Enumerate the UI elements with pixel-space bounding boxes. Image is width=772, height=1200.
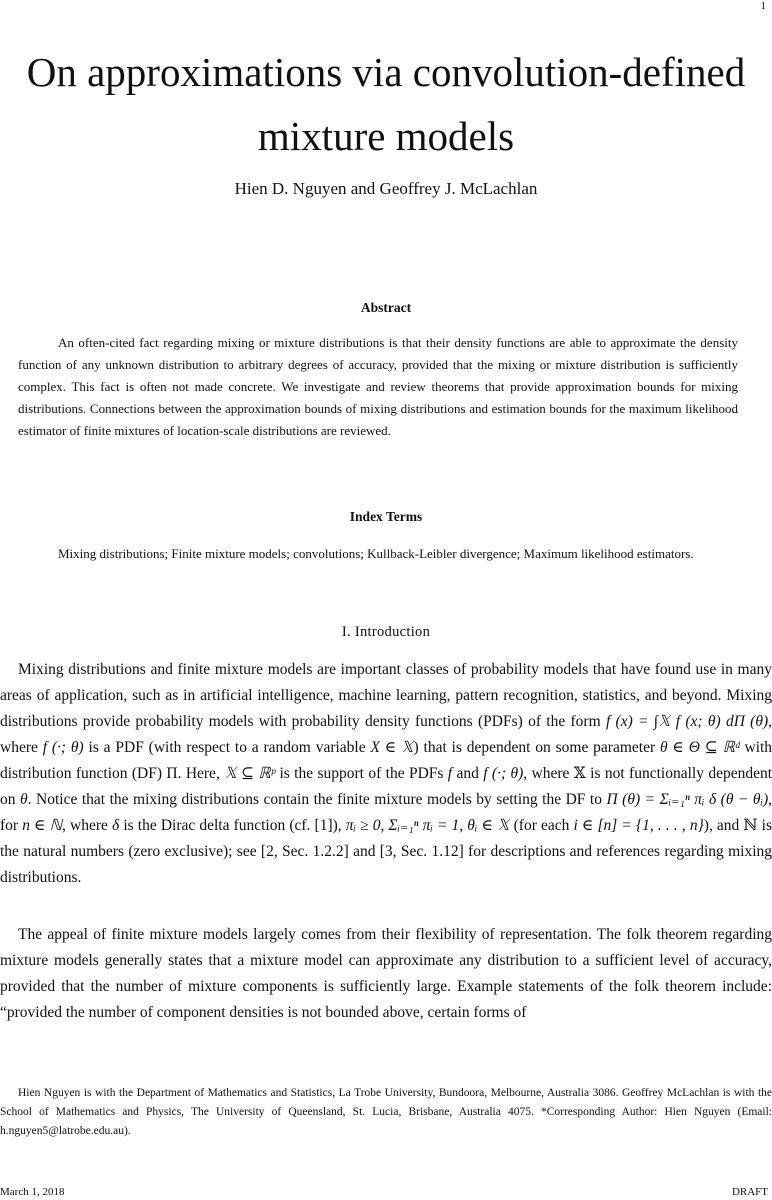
n-natural-symbol: n ∈ ℕ bbox=[22, 817, 63, 834]
intro-text-5: with distribution function (DF) Π. Here, bbox=[0, 739, 772, 782]
author-list: Hien D. Nguyen and Geoffrey J. McLachlan bbox=[234, 179, 538, 198]
paper-title: On approximations via convolution-defined mixture models bbox=[26, 49, 746, 159]
mixture-density-formula: f (x) = ∫𝕏 f (x; θ) dΠ (θ) bbox=[605, 713, 769, 730]
finite-mixture-df-formula: Π (θ) = Σᵢ₌₁ⁿ πᵢ δ (θ − θᵢ) bbox=[606, 791, 769, 808]
author-affiliation-footnote: Hien Nguyen is with the Department of Mathematics and Statistics, La Trobe University, Bundoora, Melbourne, Australia 3086. Geoffrey McLachlan is with the School of Mathematics and Physics, The University of Queensland, St. Lucia, Brisbane, Australia 4075. *Corresponding Author: Hien Nguyen (Email: h.nguyen5@latrobe.edu.au). bbox=[0, 1087, 772, 1137]
footer-draft-label: DRAFT bbox=[731, 1186, 768, 1198]
intro-text-13: (for each bbox=[513, 817, 570, 834]
component-pdf-symbol: f (·; θ) bbox=[42, 739, 84, 756]
intro-text-2: , where bbox=[0, 713, 772, 756]
parameter-space-symbol: θ ∈ Θ ⊆ ℝᵈ bbox=[659, 739, 740, 756]
intro-text-12: is the Dirac delta function (cf. [1]), bbox=[123, 817, 342, 834]
page-number: 1 bbox=[760, 0, 766, 12]
introduction-paragraph-1 bbox=[0, 657, 772, 891]
abstract-heading: Abstract bbox=[360, 300, 412, 315]
index-set-formula: i ∈ [n] = {1, . . . , n} bbox=[573, 817, 704, 834]
intro-text-11: , where bbox=[62, 817, 108, 834]
abstract-text: An often-cited fact regarding mixing or mixture distributions is that their density functions are able to approximate the density function of any unknown distribution to arbitrary degrees of accuracy, provided that the mixing or mixture distribution is sufficiently complex. This fact is often not made concrete. We investigate and review theorems that provide approximation bounds for mixing distributions. Connections between the approximation bounds of mixing distributions and estimation bounds for the maximum likelihood estimator of finite mixtures of location-scale distributions are reviewed. bbox=[18, 335, 738, 438]
introduction-heading: I. Introduction bbox=[341, 624, 431, 640]
random-variable-symbol: X ∈ 𝕏 bbox=[370, 739, 414, 756]
index-terms-text: Mixing distributions; Finite mixture models; convolutions; Kullback-Leibler divergence; Maximum likelihood estimators. bbox=[58, 546, 694, 561]
delta-symbol: δ bbox=[112, 817, 120, 834]
intro-text-1: Mixing distributions and finite mixture models are important classes of probability models that have found use in many areas of application, such as in artificial intelligence, machine learning, pattern recognition, statistics, and beyond. Mixing distributions provide probability models with probability density functions (PDFs) of the form bbox=[0, 661, 772, 730]
intro-text-3: is a PDF (with respect to a random variable bbox=[88, 739, 366, 756]
introduction-paragraph-2: The appeal of finite mixture models largely comes from their flexibility of representation. The folk theorem regarding mixture models generally states that a mixture model can approximate any distribution to a sufficient level of accuracy, provided that the number of mixture components is sufficiently large. Example statements of the folk theorem include: “provided the number of component densities is not bounded above, certain forms of bbox=[0, 926, 772, 1021]
intro-text-10: , for bbox=[0, 791, 772, 834]
footer-date: March 1, 2018 bbox=[0, 1186, 65, 1198]
intro-text-6: is the support of the PDFs bbox=[279, 765, 444, 782]
theta-symbol: θ bbox=[20, 791, 28, 808]
intro-text-7: and bbox=[456, 765, 479, 782]
intro-text-9: . Notice that the mixing distributions contain the finite mixture models by setting the DF to bbox=[27, 791, 602, 808]
intro-text-8: , where 𝕏 is not functionally dependent on bbox=[0, 765, 772, 808]
support-symbol: 𝕏 ⊆ ℝᵖ bbox=[224, 765, 276, 782]
intro-text-14: ), and ℕ is the natural numbers (zero exclusive); see [2, Sec. 1.2.2] and [3, Sec. 1.12] for descriptions and references regarding mixing distributions. bbox=[0, 817, 772, 886]
component-pdf-symbol-2: f (·; θ) bbox=[483, 765, 524, 782]
mixing-weights-formula: πᵢ ≥ 0, Σᵢ₌₁ⁿ πᵢ = 1, θᵢ ∈ 𝕏 bbox=[345, 817, 510, 834]
index-terms-heading: Index Terms bbox=[349, 509, 423, 524]
intro-text-4: ) that is dependent on some parameter bbox=[413, 739, 656, 756]
pdf-symbol: f bbox=[447, 765, 453, 782]
